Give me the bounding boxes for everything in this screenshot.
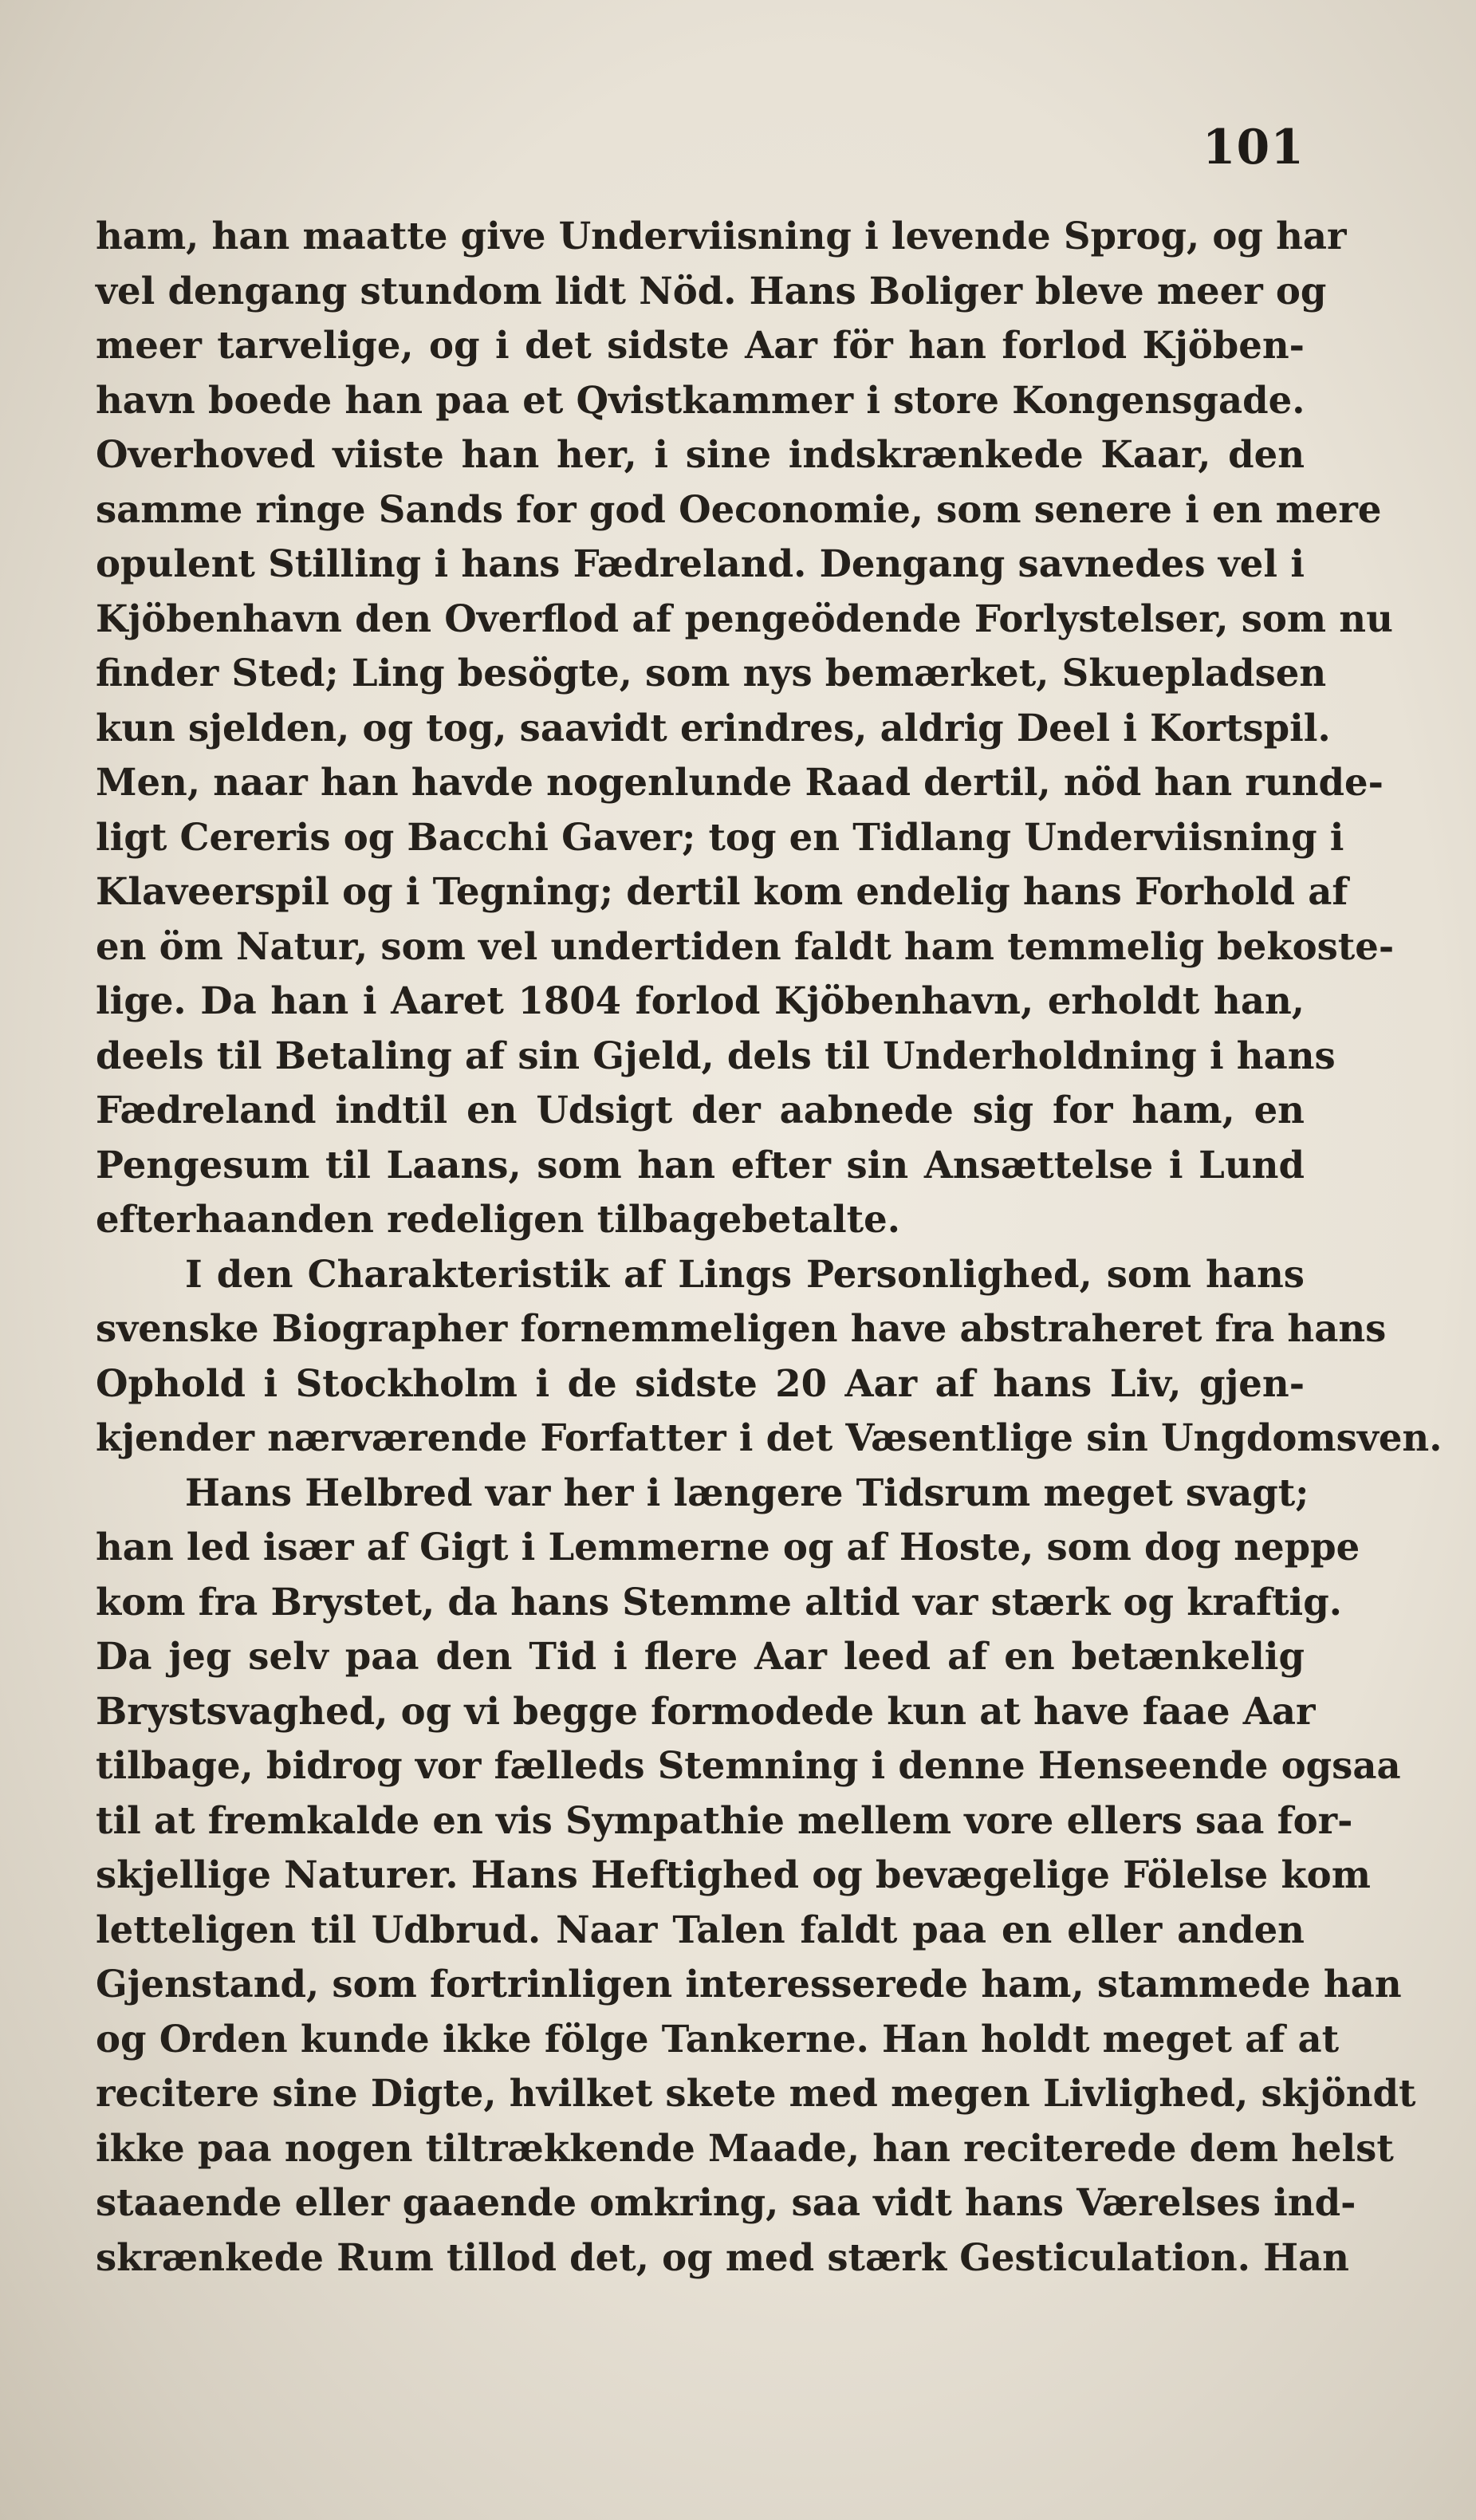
text-line: opulent Stilling i hans Fædreland. Dengang savnedes vel i (96, 541, 1305, 585)
text-line: letteligen til Udbrud. Naar Talen faldt paa en eller anden (96, 1907, 1305, 1951)
text-line: deels til Betaling af sin Gjeld, dels til Underholdning i hans (96, 1033, 1336, 1077)
text-line: meer tarvelige, og i det sidste Aar för han forlod Kjöben- (96, 323, 1305, 367)
text-line: kom fra Brystet, da hans Stemme altid var stærk og kraftig. (96, 1579, 1342, 1624)
text-line: ikke paa nogen tiltrækkende Maade, han reciterede dem helst (96, 2125, 1394, 2170)
page-number: 101 (1202, 120, 1305, 175)
text-line: staaende eller gaaende omkring, saa vidt hans Værelses ind- (96, 2180, 1356, 2224)
text-line: Men, naar han havde nogenlunde Raad dertil, nöd han runde- (96, 760, 1384, 804)
text-line: kun sjelden, og tog, saavidt erindres, aldrig Deel i Kortspil. (96, 705, 1331, 750)
text-line: Pengesum til Laans, som han efter sin Ansættelse i Lund (96, 1142, 1305, 1187)
text-line: lige. Da han i Aaret 1804 forlod Kjöbenhavn, erholdt han, (96, 978, 1305, 1022)
text-line: vel dengang stundom lidt Nöd. Hans Boliger bleve meer og (96, 268, 1327, 313)
text-line: Klaveerspil og i Tegning; dertil kom endelig hans Forhold af (96, 869, 1348, 913)
text-line: Brystsvaghed, og vi begge formodede kun at have faae Aar (96, 1688, 1316, 1733)
text-line: Fædreland indtil en Udsigt der aabnede sig for ham, en (96, 1088, 1305, 1132)
text-line: en öm Natur, som vel undertiden faldt ham temmelig bekoste- (96, 923, 1395, 968)
text-line: kjender nærværende Forfatter i det Væsentlige sin Ungdomsven. (96, 1416, 1443, 1459)
text-line: efterhaanden redeligen tilbagebetalte. (96, 1197, 900, 1241)
text-line: recitere sine Digte, hvilket skete med megen Livlighed, skjöndt (96, 2071, 1416, 2115)
text-line: til at fremkalde en vis Sympathie mellem vore ellers saa for- (96, 1797, 1353, 1842)
text-line: finder Sted; Ling besögte, som nys bemærket, Skuepladsen (96, 651, 1327, 695)
text-line: han led især af Gigt i Lemmerne og af Hoste, som dog neppe (96, 1525, 1360, 1569)
text-line: havn boede han paa et Qvistkammer i store Kongensgade. (96, 377, 1305, 422)
text-line: skrænkede Rum tillod det, og med stærk Gesticulation. Han (96, 2235, 1349, 2279)
text-line: svenske Biographer fornemmeligen have abstraheret fra hans (96, 1306, 1387, 1350)
text-line: Ophold i Stockholm i de sidste 20 Aar af hans Liv, gjen- (96, 1360, 1305, 1405)
body-text (96, 209, 1443, 2285)
text-line: samme ringe Sands for god Oeconomie, som senere i en mere (96, 486, 1382, 531)
text-line: ham, han maatte give Underviisning i levende Sprog, og har (96, 214, 1347, 258)
text-line: Gjenstand, som fortrinligen interesserede ham, stammede han (96, 1962, 1402, 2006)
text-line: Overhoved viiste han her, i sine indskrænkede Kaar, den (96, 432, 1305, 476)
text-line: tilbage, bidrog vor fælleds Stemning i denne Henseende ogsaa (96, 1743, 1401, 1787)
text-line: Kjöbenhavn den Overflod af pengeödende Forlystelser, som nu (96, 596, 1393, 640)
text-line: Hans Helbred var her i længere Tidsrum meget svagt; (185, 1470, 1309, 1514)
text-line: I den Charakteristik af Lings Personlighed, som hans (185, 1251, 1305, 1296)
text-line: skjellige Naturer. Hans Heftighed og bevægelige Fölelse kom (96, 1853, 1371, 1896)
text-line: ligt Cereris og Bacchi Gaver; tog en Tidlang Underviisning i (96, 814, 1344, 859)
text-line: og Orden kunde ikke fölge Tankerne. Han holdt meget af at (96, 2016, 1340, 2061)
text-line: Da jeg selv paa den Tid i flere Aar leed af en betænkelig (96, 1634, 1305, 1678)
